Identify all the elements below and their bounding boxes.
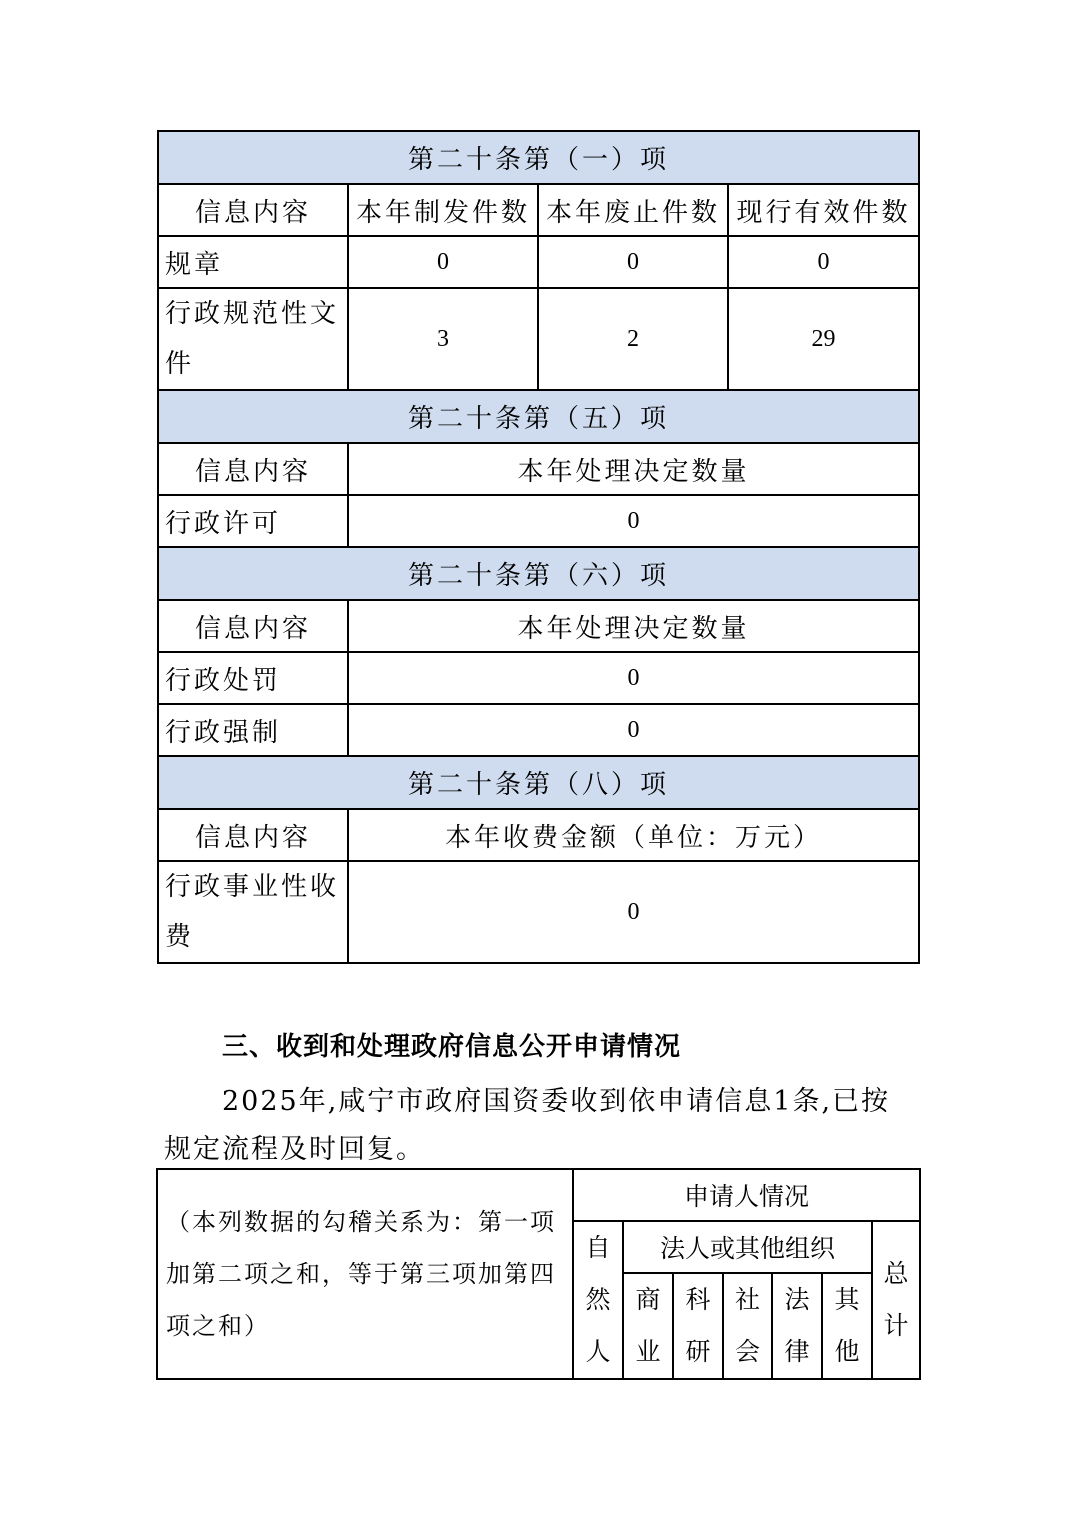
column-header: 信息内容 — [158, 809, 348, 861]
natural-person-header: 自然人 — [573, 1221, 623, 1379]
legal-type-header: 法律 — [772, 1273, 822, 1379]
legal-type-header: 其他 — [822, 1273, 872, 1379]
cell-value: 3 — [348, 288, 538, 390]
section-title: 第二十条第（六）项 — [158, 547, 919, 600]
legal-type-header: 商业 — [623, 1273, 673, 1379]
cell-value: 0 — [348, 861, 919, 963]
total-header: 总计 — [872, 1221, 920, 1379]
column-header: 信息内容 — [158, 600, 348, 652]
section-title: 第二十条第（八）项 — [158, 756, 919, 809]
section-heading: 三、收到和处理政府信息公开申请情况 — [222, 1032, 682, 1062]
row-label: 行政事业性收费 — [158, 861, 348, 963]
cell-value: 0 — [348, 652, 919, 704]
cell-value: 0 — [348, 704, 919, 756]
applicant-header: 申请人情况 — [573, 1169, 920, 1221]
section-title: 第二十条第（五）项 — [158, 390, 919, 443]
row-label: 行政许可 — [158, 495, 348, 547]
column-header: 本年制发件数 — [348, 184, 538, 236]
row-label: 行政规范性文件 — [158, 288, 348, 390]
relation-note: （本列数据的勾稽关系为：第一项加第二项之和，等于第三项加第四项之和） — [157, 1169, 573, 1379]
column-header: 本年处理决定数量 — [348, 443, 919, 495]
column-header: 信息内容 — [158, 443, 348, 495]
column-header: 信息内容 — [158, 184, 348, 236]
cell-value: 0 — [348, 236, 538, 288]
row-label: 行政处罚 — [158, 652, 348, 704]
body-paragraph: 2025年,咸宁市政府国资委收到依申请信息1条,已按规定流程及时回复。 — [164, 1086, 891, 1165]
column-header: 本年废止件数 — [538, 184, 728, 236]
row-label: 规章 — [158, 236, 348, 288]
disclosure-table — [157, 130, 920, 964]
applicant-table — [156, 1168, 921, 1380]
cell-value: 29 — [728, 288, 919, 390]
column-header: 现行有效件数 — [728, 184, 919, 236]
column-header: 本年收费金额（单位：万元） — [348, 809, 919, 861]
legal-entity-header: 法人或其他组织 — [623, 1221, 872, 1273]
cell-value: 0 — [728, 236, 919, 288]
legal-type-header: 科研 — [673, 1273, 723, 1379]
column-header: 本年处理决定数量 — [348, 600, 919, 652]
row-label: 行政强制 — [158, 704, 348, 756]
legal-type-header: 社会 — [723, 1273, 772, 1379]
cell-value: 0 — [538, 236, 728, 288]
cell-value: 0 — [348, 495, 919, 547]
section-title: 第二十条第（一）项 — [158, 131, 919, 184]
cell-value: 2 — [538, 288, 728, 390]
